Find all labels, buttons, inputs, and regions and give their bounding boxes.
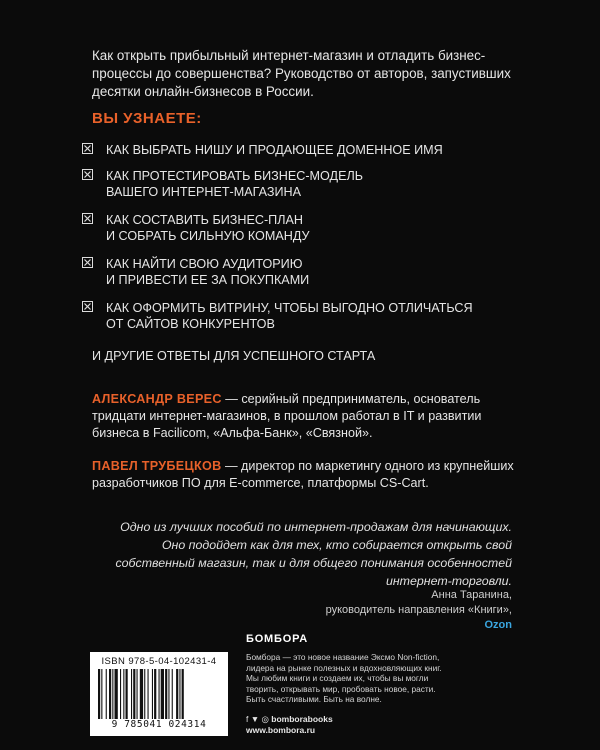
list-item-text: КАК ВЫБРАТЬ НИШУ И ПРОДАЮЩЕЕ ДОМЕННОЕ ИМЯ bbox=[106, 143, 443, 157]
barcode-bar bbox=[172, 669, 173, 719]
barcode-bar bbox=[148, 669, 149, 719]
website-link[interactable]: www.bombora.ru bbox=[246, 725, 316, 735]
checkbox-icon bbox=[82, 169, 93, 180]
barcode-bar bbox=[133, 669, 135, 719]
barcode-bar bbox=[165, 669, 167, 719]
barcode-bar bbox=[140, 669, 143, 719]
barcode-bar bbox=[106, 669, 107, 719]
closing-line: И ДРУГИЕ ОТВЕТЫ ДЛЯ УСПЕШНОГО СТАРТА bbox=[92, 349, 376, 363]
barcode bbox=[96, 669, 222, 719]
author-name: ПАВЕЛ ТРУБЕЦКОВ bbox=[92, 459, 222, 473]
social-icons: f ▼ ◎ bbox=[246, 714, 269, 724]
social-block bbox=[246, 714, 333, 736]
publisher-logo: БОМБОРА bbox=[246, 633, 309, 645]
barcode-panel bbox=[90, 652, 228, 736]
barcode-bar bbox=[152, 669, 153, 719]
barcode-bar bbox=[159, 669, 160, 719]
quote-author: Анна Таранина, bbox=[431, 589, 512, 601]
section-title: ВЫ УЗНАЕТЕ: bbox=[92, 110, 202, 127]
barcode-digits: 9 785041 024314 bbox=[111, 719, 207, 730]
checkbox-icon bbox=[82, 301, 93, 312]
author-description: — директор по маркетингу одного из крупнейших разработчиков ПО для E-commerce, платформы CS-Cart. bbox=[92, 459, 514, 490]
list-item-text: КАК СОСТАВИТЬ БИЗНЕС-ПЛАН И СОБРАТЬ СИЛЬНУЮ КОМАНДУ bbox=[106, 213, 310, 243]
review-quote: Одно из лучших пособий по интернет-продажам для начинающих. Оно подойдет как для тех, кто собирается открыть свой собственный магазин, так и для общего понимания особенностей интернет-торговли. bbox=[115, 520, 512, 588]
intro-text: Как открыть прибыльный интернет-магазин и отладить бизнес-процессы до совершенства? Руководство от авторов, запустивших десятки онлайн-бизнесов в России. bbox=[92, 48, 511, 99]
isbn: ISBN 978-5-04-102431-4 bbox=[101, 656, 217, 667]
social-handle[interactable]: bomborabooks bbox=[271, 714, 333, 724]
barcode-bar bbox=[182, 669, 184, 719]
barcode-bar bbox=[123, 669, 124, 719]
barcode-bar bbox=[120, 669, 121, 719]
checkbox-icon bbox=[82, 143, 93, 154]
publisher-description: Бомбора — это новое название Эксмо Non-fiction, лидера на рынке полезных и вдохновляющих книг. Мы любим книги и создаем их, чтобы вы могли творить, открывать мир, пробовать новое, расти. Быть счастливыми. Быть на волне. bbox=[246, 652, 442, 705]
checkbox-icon bbox=[82, 257, 93, 268]
barcode-bar bbox=[98, 669, 100, 719]
list-item-text: КАК ПРОТЕСТИРОВАТЬ БИЗНЕС-МОДЕЛЬ ВАШЕГО ИНТЕРНЕТ-МАГАЗИНА bbox=[106, 169, 364, 199]
quote-attribution bbox=[260, 588, 512, 633]
barcode-bar bbox=[115, 669, 118, 719]
barcode-bar bbox=[112, 669, 113, 719]
checkbox-icon bbox=[82, 213, 93, 224]
barcode-bar bbox=[109, 669, 111, 719]
author-description: — серийный предприниматель, основатель тридцати интернет-магазинов, в прошлом работал в IT и развитии бизнеса в Facilicom, «Альфа-Банк», «Связной». bbox=[92, 392, 482, 440]
author-name: АЛЕКСАНДР ВЕРЕС bbox=[92, 392, 222, 406]
list-item-text: КАК НАЙТИ СВОЮ АУДИТОРИЮ И ПРИВЕСТИ ЕЕ ЗА ПОКУПКАМИ bbox=[106, 257, 310, 287]
quote-role: руководитель направления «Книги», bbox=[325, 604, 512, 616]
author-bio bbox=[92, 458, 522, 492]
barcode-bar bbox=[179, 669, 180, 719]
barcode-bar bbox=[137, 669, 138, 719]
list-item-text: КАК ОФОРМИТЬ ВИТРИНУ, ЧТОБЫ ВЫГОДНО ОТЛИЧАТЬСЯ ОТ САЙТОВ КОНКУРЕНТОВ bbox=[106, 301, 473, 331]
barcode-bar bbox=[161, 669, 164, 719]
barcode-bar bbox=[176, 669, 178, 719]
barcode-bar bbox=[126, 669, 128, 719]
barcode-bar bbox=[101, 669, 102, 719]
barcode-bar bbox=[168, 669, 169, 719]
barcode-bar bbox=[144, 669, 145, 719]
barcode-bar bbox=[131, 669, 132, 719]
barcode-bar bbox=[154, 669, 156, 719]
author-bio bbox=[92, 391, 522, 442]
quote-company: Ozon bbox=[484, 619, 512, 631]
